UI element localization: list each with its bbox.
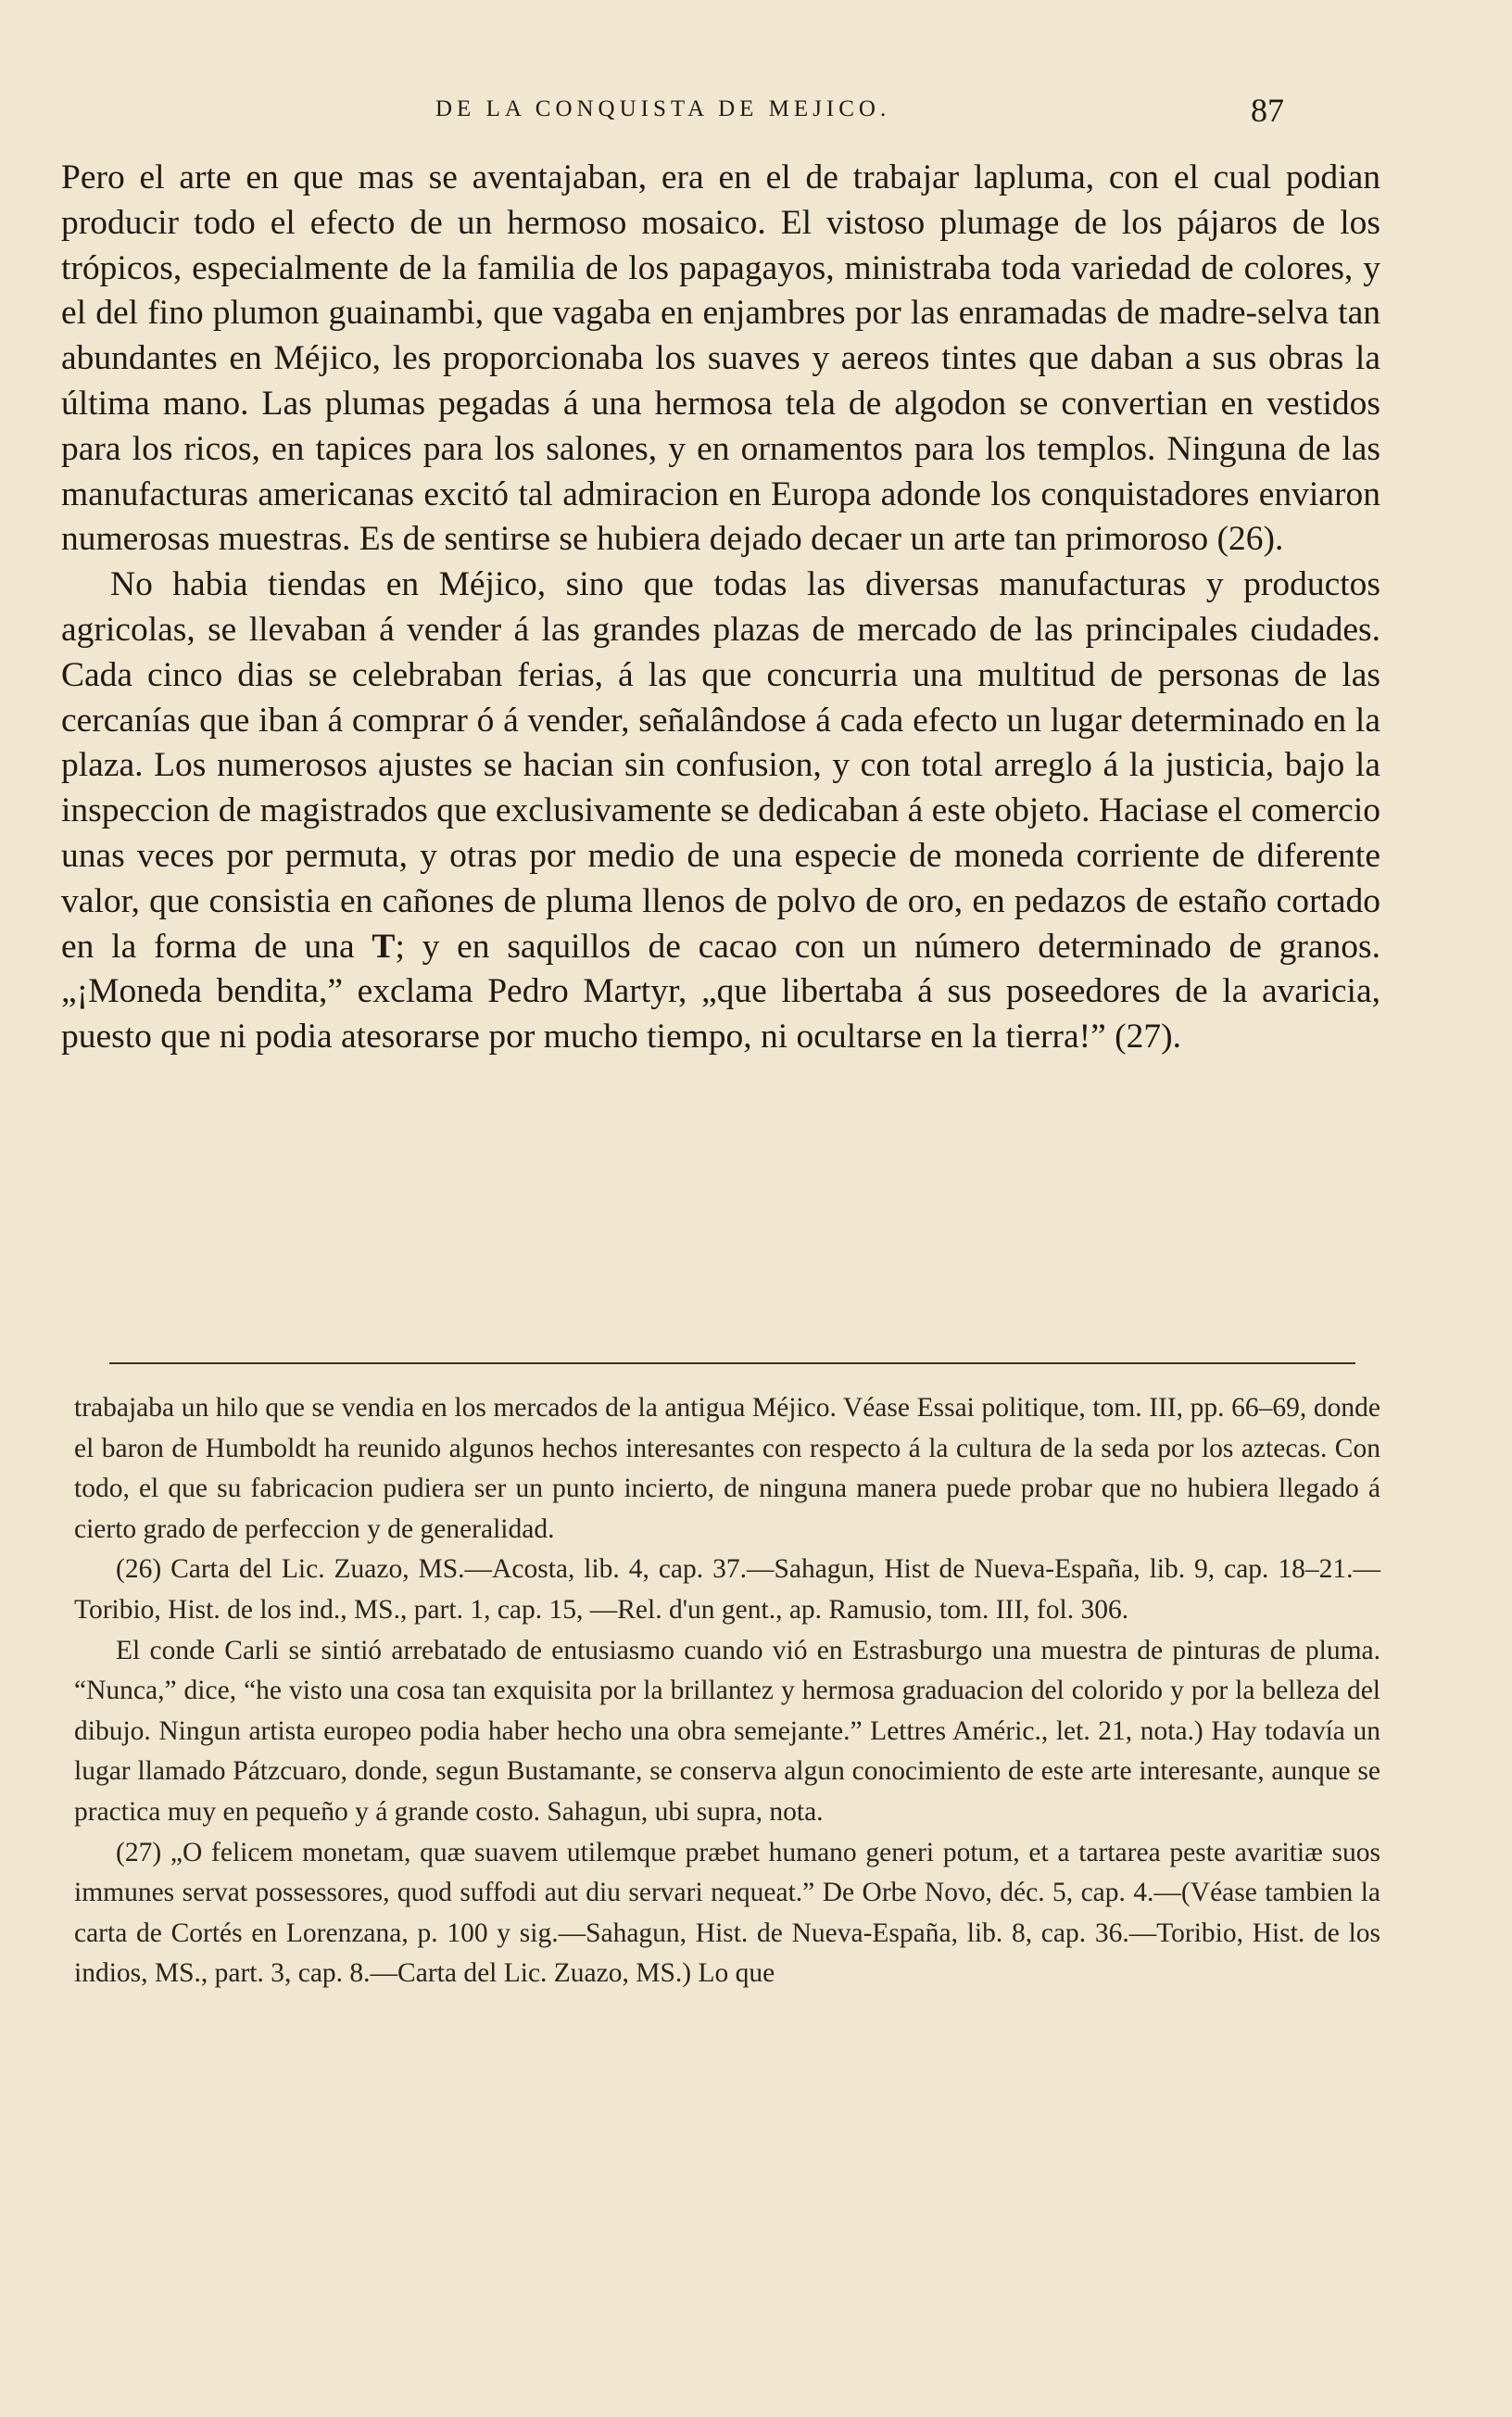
footnote-27: (27) „O felicem monetam, quæ suavem utilemque præbet humano generi potum, et a tartarea peste avaritiæ suos immunes servat possessores, quod suffodi aut diu servari nequeat.” De Orbe Novo, déc. 5, cap. 4.—(Véase tambien la carta de Cortés en Lorenzana, p. 100 y sig.—Sahagun, Hist. de Nueva-España, lib. 8, cap. 36.—Toribio, Hist. de los indios, MS., part. 3, cap. 8.—Carta del Lic. Zuazo, MS.) Lo que (74, 1837, 1380, 1989)
running-head (0, 92, 1512, 133)
footnote-26-continued: El conde Carli se sintió arrebatado de entusiasmo cuando vió en Estrasburgo una muestra de pinturas de pluma. “Nunca,” dice, “he visto una cosa tan exquisita por la brillantez y hermosa graduacion del colorido y por la belleza del dibujo. Ningun artista europeo podia haber hecho una obra semejante.” Lettres Améric., let. 21, nota.) Hay todavía un lugar llamado Pátzcuaro, donde, segun Bustamante, se conserva algun conocimiento de este arte interesante, aunque se practica muy en pequeño y á grande costo. Sahagun, ubi supra, nota. (74, 1635, 1380, 1827)
paragraph-markets-text-b: ; y en saquillos de cacao con un número determinado de granos. „¡Moneda bendita,” exclama Pedro Martyr, „que libertaba á sus poseedores de la avaricia, puesto que ni podia atesorarse por mucho tiempo, ni ocultarse en la tierra!” (27). (61, 927, 1380, 1057)
page-number: 87 (1251, 92, 1284, 129)
footnote-divider (109, 1362, 1355, 1364)
footnotes (74, 1388, 1380, 1994)
paragraph-markets (61, 563, 1380, 1060)
paragraph-feather-art: Pero el arte en que mas se aventajaban, era en el de trabajar lapluma, con el cual podian producir todo el efecto de un hermoso mosaico. El vistoso plumage de los pájaros de los trópicos, especialmente de la familia de los papagayos, ministraba toda variedad de colores, y el del fino plumon guainambi, que vagaba en enjambres por las enramadas de madre-selva tan abundantes en Méjico, les proporcionaba los suaves y aereos tintes que daban a sus obras la última mano. Las plumas pegadas á una hermosa tela de algodon se convertian en vestidos para los ricos, en tapices para los salones, y en ornamentos para los templos. Ninguna de las manufacturas americanas excitó tal admiracion en Europa adonde los conquistadores enviaron numerosas muestras. Es de sentirse se hubiera dejado decaer un arte tan primoroso (26). (61, 158, 1380, 559)
running-head-title: DE LA CONQUISTA DE MEJICO. (435, 96, 891, 121)
letter-t: T (372, 927, 396, 966)
footnote-26: (26) Carta del Lic. Zuazo, MS.—Acosta, lib. 4, cap. 37.—Sahagun, Hist de Nueva-España, lib. 9, cap. 18–21.—Toribio, Hist. de los ind., MS., part. 1, cap. 15, —Rel. d'un gent., ap. Ramusio, tom. III, fol. 306. (74, 1554, 1380, 1625)
main-text (61, 156, 1380, 1060)
paragraph-markets-text-a: No habia tiendas en Méjico, sino que todas las diversas manufacturas y productos agricolas, se llevaban á vender á las grandes plazas de mercado de las principales ciudades. Cada cinco dias se celebraban ferias, á las que concurria una multitud de personas de las cercanías que iban á comprar ó á vender, señalândose á cada efecto un lugar determinado en la plaza. Los numerosos ajustes se hacian sin confusion, y con total arreglo á la justicia, bajo la inspeccion de magistrados que exclusivamente se dedicaban á este objeto. Haciase el comercio unas veces por permuta, y otras por medio de una especie de moneda corriente de diferente valor, que consistia en cañones de pluma llenos de polvo de oro, en pedazos de estaño cortado en la forma de una (61, 565, 1380, 966)
footnote-continuation: trabajaba un hilo que se vendia en los mercados de la antigua Méjico. Véase Essai politique, tom. III, pp. 66–69, donde el baron de Humboldt ha reunido algunos hechos interesantes con respecto á la cultura de la seda por los aztecas. Con todo, el que su fabricacion pudiera ser un punto incierto, de ninguna manera puede probar que no hubiera llegado á cierto grado de perfeccion y de generalidad. (74, 1393, 1380, 1544)
